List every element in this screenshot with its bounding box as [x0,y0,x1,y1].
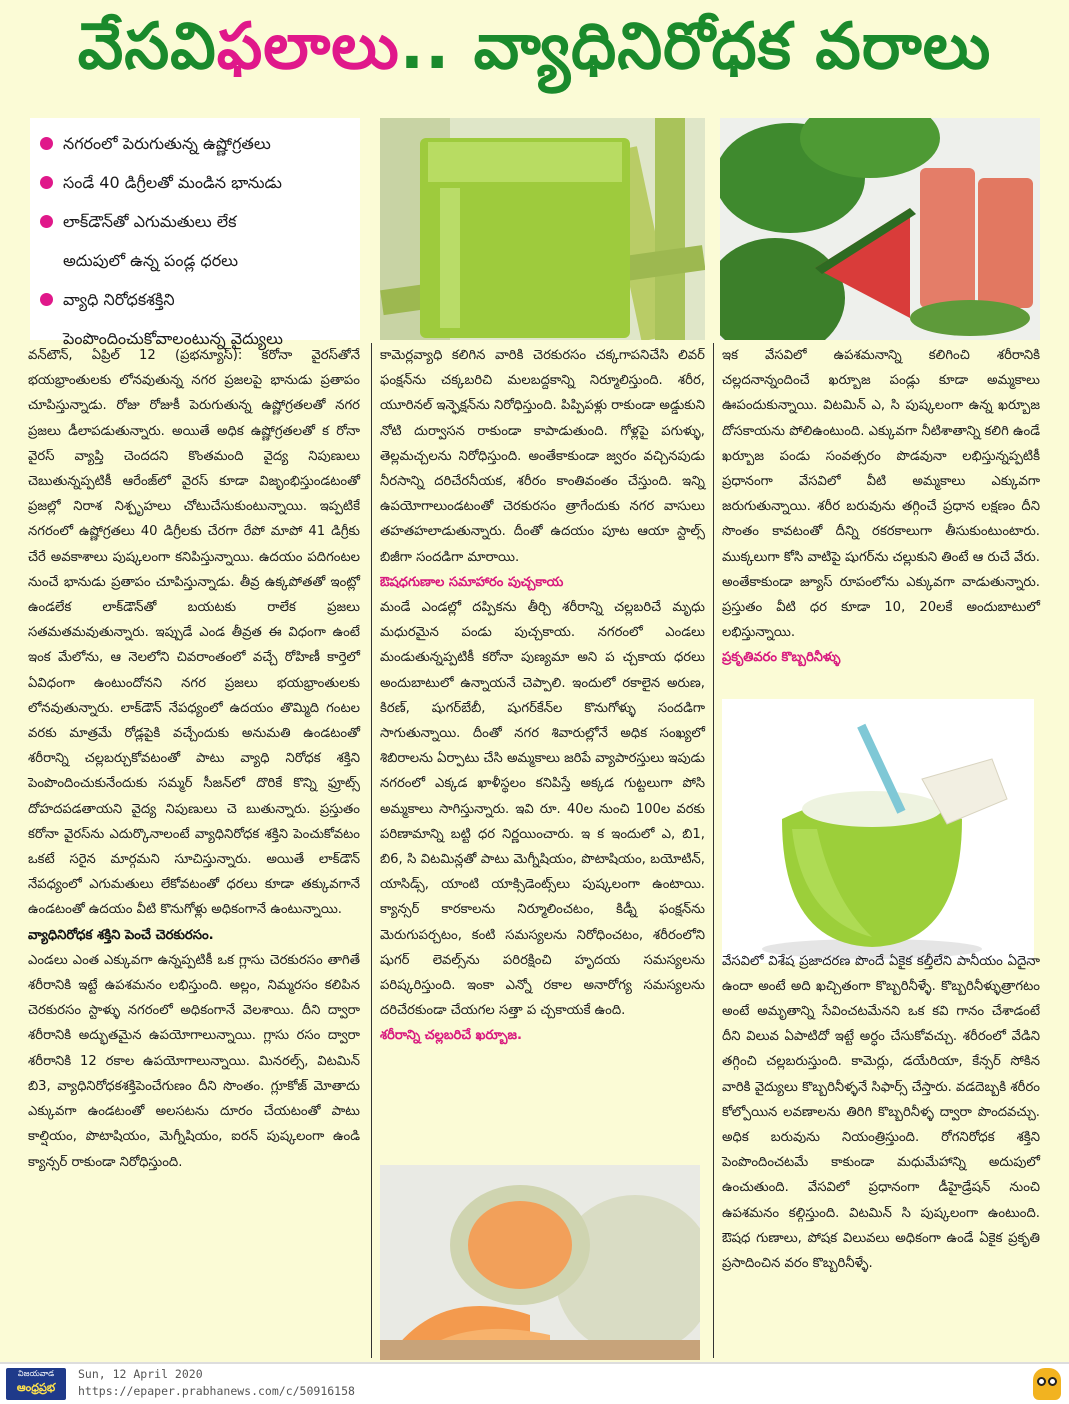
publication-date: Sun, 12 April 2020 [78,1367,203,1381]
bullet-dot-icon [40,137,53,150]
article-column-2 [380,343,705,1353]
section-subheading: వ్యాధినిరోధక శక్తిని పెంచే చెరకురసం. [28,927,214,943]
headline [0,0,1069,108]
logo-edition: విజయవాడ [17,1369,55,1378]
bullet-item [38,241,352,280]
bullet-item [38,280,352,319]
bullet-item [38,202,352,241]
bullet-dot-icon [40,293,53,306]
logo-masthead: ఆంధ్రప్రభ [16,1381,56,1394]
bullet-item [38,124,352,163]
bullet-text: వ్యాధి నిరోధకశక్తిని [63,290,175,309]
epaper-link[interactable]: https://epaper.prabhanews.com/c/50916158 [78,1384,355,1398]
article-paragraph: మండే ఎండల్లో దప్పికను తీర్చి శరీరాన్ని చల్లబరిచే మృధు మధురమైన పండు పుచ్చకాయ. నగరంలో ఎండలు మండుతున్నప్పటికీ కరోనా పుణ్యమా అని ప చ్చకాయ ధరలు అందుబాటులో ఉన్నాయనే చెప్పాలి. ఇందులో రకాలైన అరుణ, కిరణ్, షుగర్‌బేబీ, షుగర్‌కేన్‌ల కొనుగోళ్ళు సందడిగా సాగుతున్నాయి. దీంతో నగర శివారుల్లోనే అధిక సంఖ్యలో శిబిరాలను ఏర్పాటు చేసి అమ్మకాలు జరిపే వ్యాపారస్తులు ఇపుడు నగరంలో ఎక్కడ ఖాళీస్థలం కనిపిస్తే అక్కడ గుట్టలుగా పోసి అమ్మకాలు సాగిస్తున్నారు. ఇవి రూ. 40ల నుంచి 100ల వరకు పరిణామాన్ని బట్టి ధర నిర్ణయించారు. ఇ క ఇందులో ఎ, బి1, బి6, సి విటమిన్లతో పాటు మెగ్నీషియం, పొటాషియం, బయోటిన్, యాసిడ్స్, యాంటి యాక్సిడెంట్స్‌లు పుష్కలంగా ఉంటాయి. క్యాన్సర్ కారకాలను నిర్మూలించటం, కిడ్నీ ఫంక్షన్‌ను మెరుగుపర్చటం, కంటి సమస్యలను నిరోధించటం, శరీరంలోని షుగర్ లెవల్స్‌ను పరిరక్షించి హృదయ సమస్యలను పరిష్కరిస్తుంది. ఇంకా ఎన్నో రకాల అనారోగ్య సమస్యలను దరిచేరకుండా చేయగల సత్తా ప చ్చకాయకే ఉంది. [380,600,705,1019]
epaper-footer [0,1362,1069,1404]
bullet-text: సండే 40 డిగ్రీలతో మండిన భానుడు [63,173,282,192]
article-paragraph: ఇక వేసవిలో ఉపశమనాన్ని కలిగించి శరీరానికి చల్లదనాన్నందించే ఖర్బూజ పండ్లు కూడా అమ్మకాలు ఊపందుకున్నాయి. విటమిన్ ఎ, సి పుష్కలంగా ఉన్న ఖర్బూజ దోసకాయను పోలిఉంటుంది. ఎక్కువగా నీటిశాతాన్ని కలిగి ఉండే ఖర్బూజ పండు సంవత్సరం పొడవునా లభిస్తున్నప్పటికీ ప్రధానంగా వేసవిలో వీటి అమ్మకాలు ఎక్కువగా జరుగుతున్నాయి. శరీర బరువును తగ్గించే ప్రధాన లక్షణం దీని సొంతం కావటంతో దీన్ని రకరకాలుగా తీసుకుంటుంటారు. ముక్కలుగా కోసి వాటిపై షుగర్‌ను చల్లుకుని తింటే ఆ రుచే వేరు. అంతేకాకుండా జ్యూస్ రూపంలోను ఎక్కువగా వాడుతున్నారు. ప్రస్తుతం వీటి ధర కూడా 10, 20లకే అందుబాటులో లభిస్తున్నాయి. [722,348,1040,641]
section-subheading: శరీరాన్ని చల్లబరిచే ఖర్బూజ. [380,1028,522,1044]
section-subheading: ప్రకృతివరం కొబ్బరినీళ్ళు [722,650,841,666]
headline-part-3: .. వ్యాధినిరోధక వరాలు [399,9,992,84]
sugarcane-juice-photo [380,118,705,340]
bullet-text: లాక్‌డౌన్‌తో ఎగుమతులు లేక [63,212,237,231]
bullet-text: నగరంలో పెరుగుతున్న ఉష్ణోగ్రతలు [63,134,271,153]
owl-icon [1033,1368,1061,1400]
column-divider [713,343,714,1358]
article-column-3 [722,343,1040,1358]
article-paragraph: ఎండలు ఎంత ఎక్కువగా ఉన్నప్పటికీ ఒక గ్లాసు చెరకురసం తాగితే శరీరానికి ఇట్టే ఉపశమనం లభిస్తుంది. అల్లం, నిమ్మరసం కలిపిన చెరకురసం స్టాళ్ళు నగరంలో అధికంగానే వెలశాయి. దీని ద్వారా శరీరానికి అద్భుతమైన ఉపయోగాలున్నాయి. గ్లాసు రసం ద్వారా శరీరానికి 12 రకాల ఉపయోగాలున్నాయి. మినరల్స్, విటమిన్ బి3, వ్యాధినిరోధకశక్తిపెంచేగుణం దీని సొంతం. గ్లూకోజ్ మోతాదు ఎక్కువగా ఉండటంతో అలసటను దూరం చేయటంతో పాటు కాల్షియం, పొటాషియం, మెగ్నీషియం, ఐరన్ పుష్కలంగా ఉండి క్యాన్సర్ రాకుండా నిరోధిస్తుంది. [28,952,360,1170]
bullet-dot-icon [40,215,53,228]
watermelon-photo [720,118,1040,340]
highlights-box [30,118,360,348]
footer-meta [78,1366,355,1400]
article-paragraph: వన్‌టౌన్, ఏప్రిల్ 12 (ప్రభన్యూస్): కరోనా వైరస్‌తోనే భయభ్రాంతులకు లోనవుతున్న నగర ప్రజలపై భానుడు ప్రతాపం చూపిస్తున్నాడు. రోజు రోజుకీ పెరుగుతున్న ఉష్ణోగ్రతలతో నగర ప్రజలు డీలాపడుతున్నారు. అయితే అధిక ఉష్ణోగ్రతలతో క రోనా వైరస్ వ్యాప్తి చెందదని కొంతమంది వైద్య నిపుణులు చెబుతున్నప్పటికీ ఆరేంజ్‌లో వైరస్ కూడా విజృంభిస్తుండటంతో ప్రజల్లో నిరాశ నిశ్పృహలు చోటుచేసుకుంటున్నాయి. ఇప్పటికే నగరంలో ఉష్ణోగ్రతలు 40 డిగ్రీలకు చేరగా రేపో మాపో 41 డిగ్రీకు చేరే అవకాశాలు పుష్కలంగా కనిపిస్తున్నాయి. ఉదయం పదిగంటల నుంచే భానుడు ప్రతాపం చూపిస్తున్నాడు. తీవ్ర ఉక్కపోతతో ఇంట్లో ఉండలేక లాక్‌డౌన్‌తో బయటకు రాలేక ప్రజలు సతమతమవుతున్నారు. ఇప్పుడే ఎండ తీవ్రత ఈ విధంగా ఉంటే ఇంక మేలోను, ఆ నెలలోని చివరాంతంలో వచ్చే రోహిణీ కార్తెలో ఏవిధంగా ఉంటుందోనని నగర ప్రజలు భయభ్రాంతులకు లోనవుతున్నారు. లాక్‌డౌన్ నేపధ్యంలో ఉదయం తొమ్మిది గంటల వరకు మాత్రమే రోడ్లపైకి వచ్చేందుకు అనుమతి ఉండటంతో శరీరాన్ని చల్లబర్చుకోవటంతో పాటు వ్యాధి నిరోధక శక్తిని పెంపొందించుకునేందుకు సమ్మర్ సీజన్‌లో దొరికే కొన్ని ఫ్రూట్స్ దోహదపడతాయని వైద్య నిపుణులు చె బుతున్నారు. ప్రస్తుతం కరోనా వైరస్‌ను ఎదుర్కొనాలంటే వ్యాధినిరోధక శక్తిని పెంచుకోవటం ఒకటే సరైన మార్గమని సూచిస్తున్నారు. అయితే లాక్‌డౌన్ నేపధ్యంలో ఎగుమతులు లేకోవటంతో ధరలు కూడా తక్కువగానే ఉండటంతో ఉదయం వీటి కొనుగోళ్లు అధికంగానే ఉంటున్నాయి. [28,348,360,918]
section-subheading: ఔషధగుణాల సమాహారం పుచ్చకాయ [380,574,564,590]
bullet-text: అదుపులో ఉన్న పండ్ల ధరలు [63,251,239,270]
bullet-item [38,163,352,202]
bullet-text: పెంపొందించుకోవాలంటున్న వైద్యులు [63,329,283,348]
column-divider [371,343,372,1358]
headline-part-1: వేసవి [77,9,217,84]
article-paragraph: కామెర్లవ్యాధి కలిగిన వారికి చెరకురసం చక్కగాపనిచేసి లివర్ ఫంక్షన్‌ను చక్కబరిచి మలబద్దకాన్ని నిర్మూలిస్తుంది. శరీర, యూరినల్ ఇన్ఫెక్షన్‌ను నిరోధిస్తుంది. పిప్పిపళ్లు రాకుండా అడ్డుకుని నోటి దుర్వాసన రాకుండా కాపాడుతుంది. గోళ్లపై పగుళ్ళు, తెల్లమచ్చలను నిరోధిస్తుంది. అంతేకాకుండా జ్వరం వచ్చినపుడు నీరసాన్ని దరిచేరనీయక, శరీరం కాంతివంతం చేస్తుంది. ఇన్ని ఉపయోగాలుండటంతో చెరకురసం త్రాగేందుకు నగర వాసులు తహతహలాడుతున్నారు. దీంతో ఉదయం పూట ఆయా స్టాల్స్ బిజీగా సందడిగా మారాయి. [380,348,705,565]
bullet-dot-icon [40,176,53,189]
article-column-1 [28,343,360,1363]
newspaper-logo[interactable] [6,1368,66,1400]
headline-part-2: ఫలాలు [216,9,400,84]
article-paragraph: వేసవిలో విశేష ప్రజాదరణ పొందే ఏకైక కల్తీలేని పానీయం ఏదైనా ఉందా అంటే అది ఖచ్చితంగా కొబ్బరినీళ్ళే. కొబ్బరినీళ్ళుత్రాగటం అంటే అమృతాన్ని సేవించటమేనని ఒక కవి గానం చేశాడంటే దీని విలువ ఏపాటిదో ఇట్టే అర్ధం చేసుకోవచ్చు. శరీరంలో వేడిని తగ్గించి చల్లబరుస్తుంది. కామెర్లు, డయేరియా, కేన్సర్ సోకిన వారికి వైద్యులు కొబ్బరినీళ్ళనే సిఫార్స్ చేస్తారు. వడదెబ్బకి శరీరం కోల్పోయిన లవణాలను తిరిగి కొబ్బరినీళ్ళ ద్వారా పొందవచ్చు. అధిక బరువును నియంత్రిస్తుంది. రోగనిరోధక శక్తిని పెంపొందించటమే కాకుండా మధుమేహాన్ని అదుపులో ఉంచుతుంది. వేసవిలో ప్రధానంగా డీహైడ్రేషన్ నుంచి ఉపశమనం కల్గిస్తుంది. విటమిన్ సి పుష్కలంగా ఉంటుంది. ఔషధ గుణాలు, పోషక విలువలు అధికంగా ఉండే ఏకైక ప్రకృతి ప్రసాదించిన వరం కొబ్బరినీళ్ళే. [722,953,1040,1272]
